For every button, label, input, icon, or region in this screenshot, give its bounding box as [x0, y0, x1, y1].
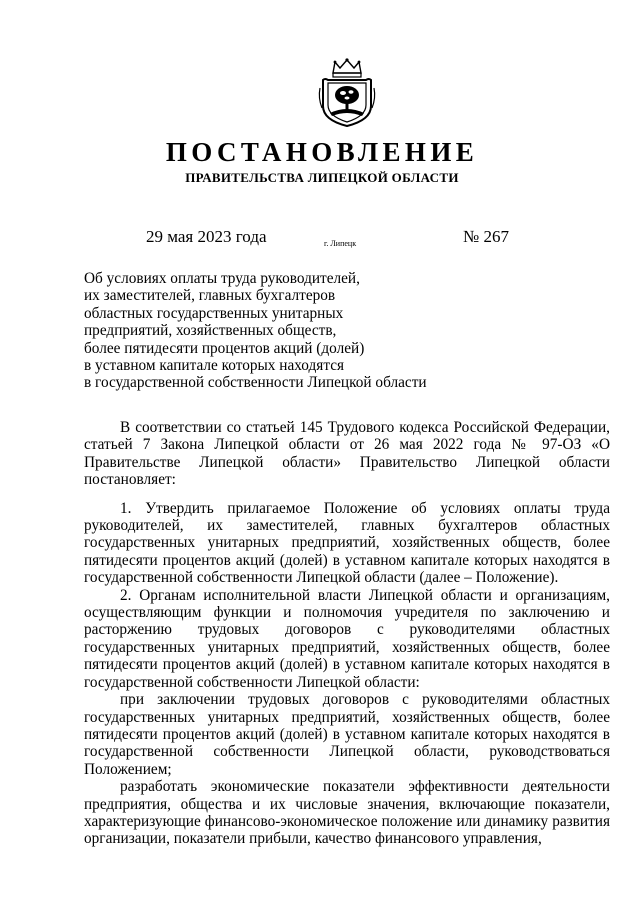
document-city: г. Липецк [324, 239, 357, 248]
subject-line: в уставном капитале которых находятся [84, 357, 345, 375]
document-number: № 267 [463, 227, 509, 246]
document-title: ПОСТАНОВЛЕНИЕ [165, 137, 479, 167]
body-paragraph: при заключении трудовых договоров с руководителями областных государственных унитарных предприятий, хозяйственных обществ, более пятидесяти процентов акций (долей) в уставном капитале которых находятся в государственной собственности Липецкой области, руководствоваться Положением; [84, 691, 610, 778]
subject-line: более пятидесяти процентов акций (долей) [84, 339, 365, 357]
subject-line: областных государственных унитарных [84, 304, 344, 322]
body-paragraph: 1. Утвердить прилагаемое Положение об условиях оплаты труда руководителей, их заместителей, главных бухгалтеров областных государственных унитарных предприятий, хозяйственных обществ, более пятидесяти процентов акций (долей) в уставном капитале которых находятся в государственной собственности Липецкой области (далее – Положение). [84, 499, 610, 587]
document-body [84, 419, 610, 848]
subject-line: предприятий, хозяйственных обществ, [84, 322, 337, 340]
body-paragraph: В соответствии со статьей 145 Трудового кодекса Российской Федерации, статьей 7 Закона Липецкой области от 26 мая 2022 года № 97-ОЗ «О Правительстве Липецкой области» Правительство Липецкой области постановляет: [84, 419, 610, 489]
body-paragraph: 2. Органам исполнительной власти Липецкой области и организациям, осуществляющим функции и полномочия учредителя по заключению и расторжению трудовых договоров с руководителями областных государственных унитарных предприятий, хозяйственных обществ, более пятидесяти процентов акций (долей) в уставном капитале которых находятся в государственной собственности Липецкой области: [84, 586, 610, 691]
document-date: 29 мая 2023 года [146, 227, 267, 246]
document-subject [84, 270, 484, 392]
subject-line: Об условиях оплаты труда руководителей, [84, 270, 360, 287]
subject-line: в государственной собственности Липецкой области [84, 374, 427, 392]
subject-line: их заместителей, главных бухгалтеров [84, 287, 336, 305]
document-issuer: ПРАВИТЕЛЬСТВА ЛИПЕЦКОЙ ОБЛАСТИ [185, 170, 459, 185]
coat-of-arms-icon [316, 58, 378, 128]
body-paragraph: разработать экономические показатели эффективности деятельности предприятия, общества и их числовые значения, включающие показатели, характеризующие финансово-экономическое положение или динамику развития организации, показатели прибыли, качество финансового управления, [84, 778, 610, 848]
